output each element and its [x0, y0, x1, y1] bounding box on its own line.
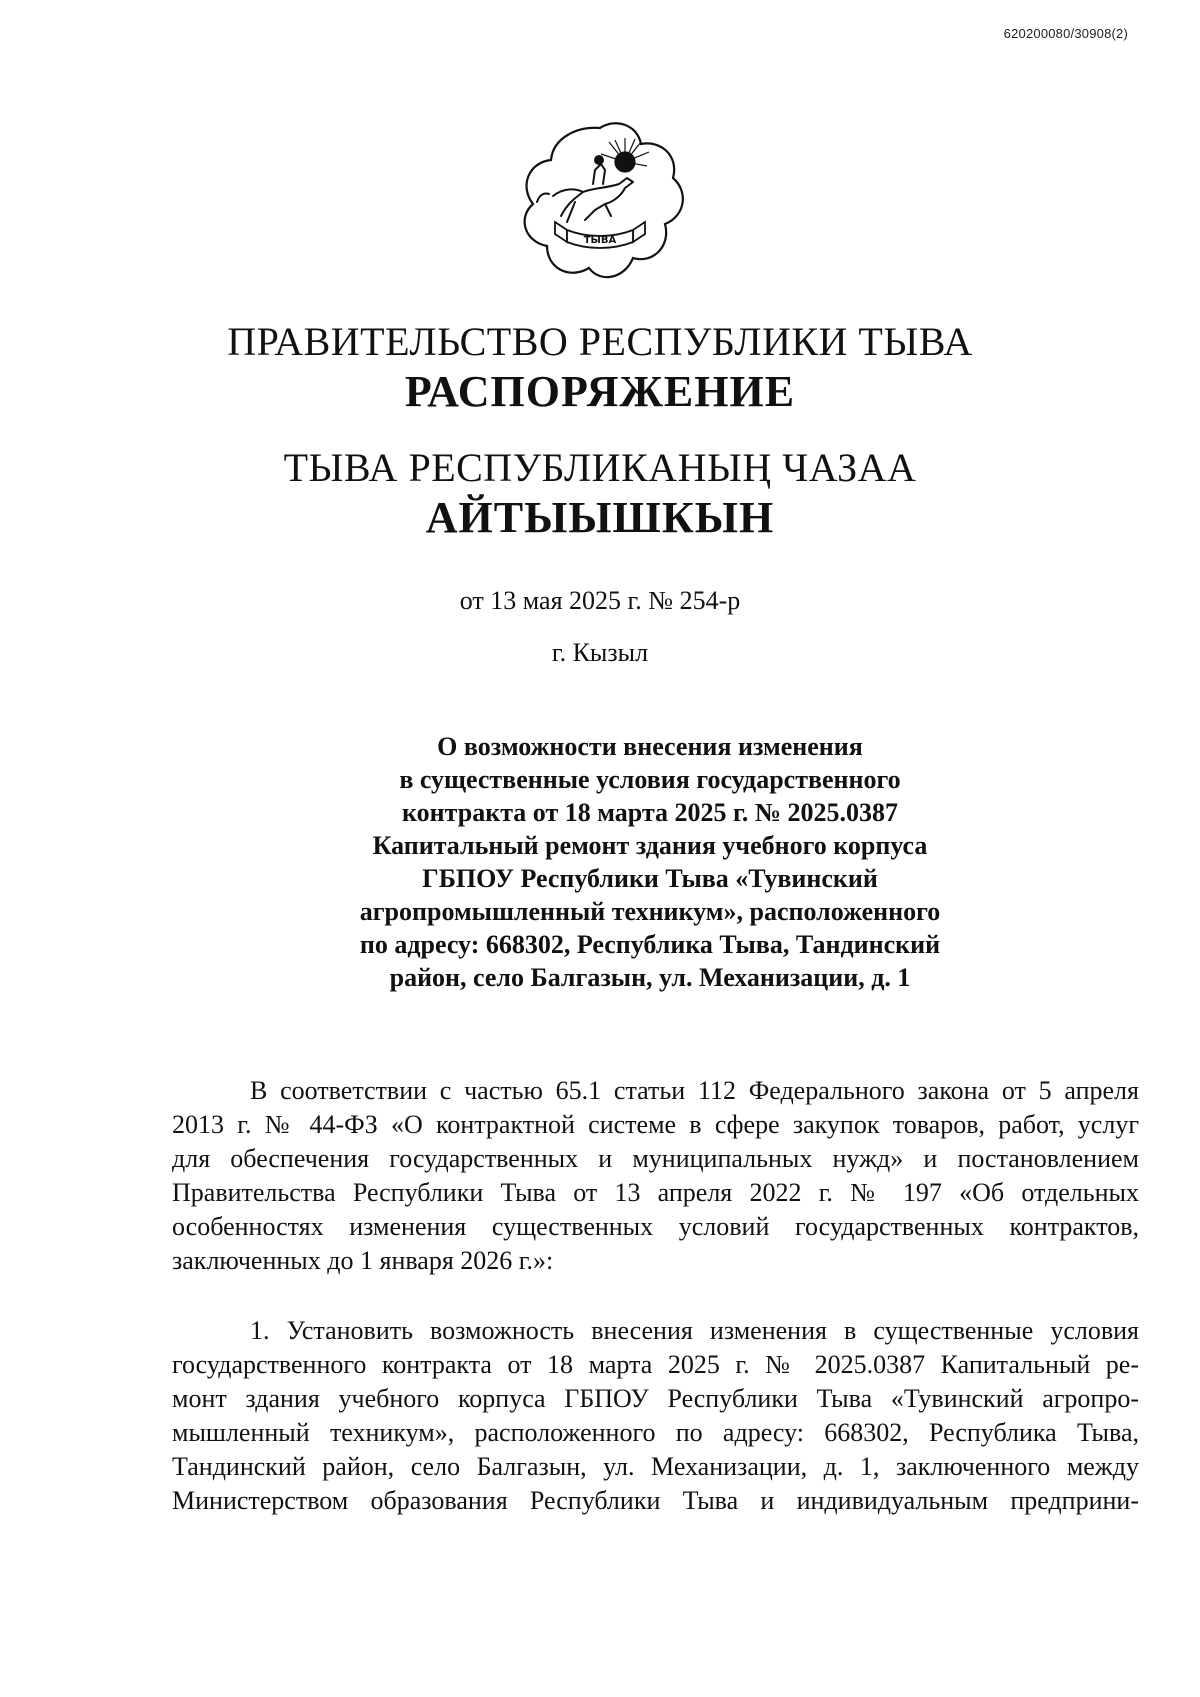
- subject-line: контракта от 18 марта 2025 г. № 2025.0387: [402, 798, 898, 827]
- order-title-ru: РАСПОРЯЖЕНИЕ: [404, 367, 796, 416]
- government-title-ru: ПРАВИТЕЛЬСТВО РЕСПУБЛИКИ ТЫВА: [227, 319, 973, 364]
- paragraph-line: Правительства Республики Тыва от 13 апреля 2022 г. № 197 «Об отдельных: [172, 1178, 1139, 1207]
- paragraph-line: мышленный техникум», расположенного по адресу: 668302, Республика Тыва,: [172, 1418, 1139, 1447]
- order-subject: [300, 730, 1000, 994]
- clause-1-paragraph: [172, 1314, 1139, 1518]
- subject-line: район, село Балгазын, ул. Механизации, д. 1: [389, 963, 911, 992]
- paragraph-line: монт здания учебного корпуса ГБПОУ Республики Тыва «Тувинский агропро-: [172, 1384, 1139, 1413]
- subject-line: агропромышленный техникум», расположенного: [359, 897, 941, 926]
- subject-line: ГБПОУ Республики Тыва «Тувинский: [422, 864, 878, 893]
- paragraph-line: В соответствии с частью 65.1 статьи 112 Федерального закона от 5 апреля: [250, 1076, 1139, 1105]
- paragraph-line: для обеспечения государственных и муниципальных нужд» и постановлением: [172, 1144, 1139, 1173]
- paragraph-line: заключенных до 1 января 2026 г.»:: [172, 1246, 554, 1275]
- subject-line: по адресу: 668302, Республика Тыва, Тандинский: [359, 930, 941, 959]
- preamble-paragraph: [172, 1074, 1139, 1278]
- order-title-tyv: АЙТЫЫШКЫН: [425, 493, 775, 542]
- paragraph-line: государственного контракта от 18 марта 2025 г. № 2025.0387 Капитальный ре-: [172, 1350, 1139, 1379]
- government-title-tyv: ТЫВА РЕСПУБЛИКАНЫҢ ЧАЗАА: [283, 445, 917, 490]
- paragraph-line: Тандинский район, село Балгазын, ул. Механизации, д. 1, заключенного между: [172, 1452, 1139, 1481]
- subject-line: в существенные условия государственного: [399, 765, 901, 794]
- paragraph-line: Министерством образования Республики Тыва и индивидуальным предприни-: [172, 1486, 1139, 1515]
- subject-line: Капитальный ремонт здания учебного корпуса: [372, 831, 928, 860]
- paragraph-line: 1. Установить возможность внесения изменения в существенные условия: [250, 1316, 1139, 1345]
- document-id: 620200080/30908(2): [1003, 26, 1128, 41]
- coat-of-arms-icon: [515, 118, 685, 288]
- paragraph-line: 2013 г. № 44-ФЗ «О контрактной системе в сфере закупок товаров, работ, услуг: [172, 1110, 1139, 1139]
- subject-line: О возможности внесения изменения: [437, 732, 863, 761]
- order-city: г. Кызыл: [551, 638, 649, 667]
- paragraph-line: особенностях изменения существенных условий государственных контрактов,: [172, 1212, 1139, 1241]
- order-date-number: от 13 мая 2025 г. № 254-р: [459, 586, 741, 615]
- emblem-banner-text: ТЫВА: [583, 235, 617, 246]
